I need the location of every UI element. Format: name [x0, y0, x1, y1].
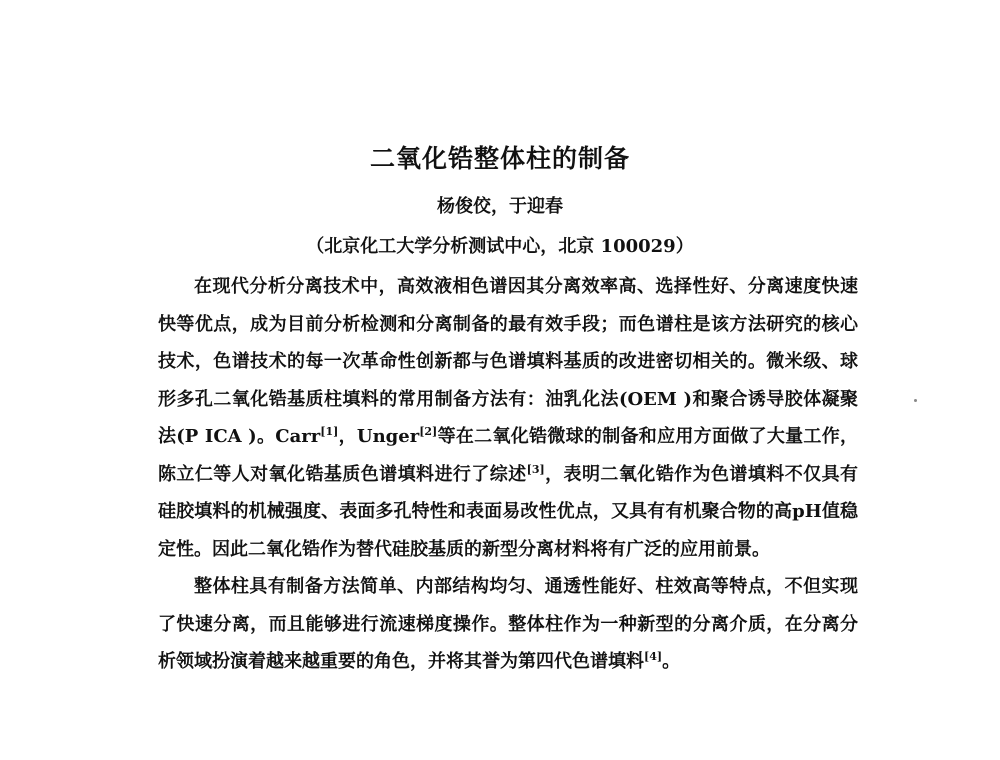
- author-line: 杨俊佼，于迎春: [437, 196, 563, 217]
- paragraph-monolith: [158, 568, 858, 681]
- citation-marker: [4]: [644, 650, 663, 663]
- affiliation-line: （北京化工大学分析测试中心，北京 100029）: [306, 236, 694, 257]
- citation-marker: [3]: [526, 462, 545, 476]
- paragraph-text: 。: [662, 651, 681, 672]
- paragraph-text: 在现代分析分离技术中，高效液相色谱因其分离效率高、选择性好、分离速度快速快等优点，成为目前分析检测和分离制备的最有效手段；而色谱柱是该方法研究的核心技术，色谱技术的每一次革命性创新都与色谱填料基质的改进密切相关的。微米级、球形多孔二氧化锆基质柱填料的常用制备方法有：油乳化法(OEM )和聚合诱导胶体凝聚法(P ICA )。Carr: [158, 276, 858, 447]
- body-text: [158, 268, 858, 681]
- scan-speck-decoration: [914, 399, 917, 402]
- citation-marker: [1]: [320, 425, 339, 438]
- paragraph-text: ，Unger: [338, 426, 420, 447]
- paper-title: 二氧化锆整体柱的制备: [369, 144, 630, 173]
- paragraph-intro: [158, 268, 858, 568]
- paragraph-text: ，表明二氧化锆作为色谱填料不仅具有硅胶填料的机械强度、表面多孔特性和表面易改性优点，又具有有机聚合物的高pH值稳定性。因此二氧化锆作为替代硅胶基质的新型分离材料将有广泛的应用前景。: [158, 463, 859, 560]
- paragraph-text: 等在二氧化锆微球的制备和应用方面做了大量工作，陈立仁等人对氧化锆基质色谱填料进行了综述: [158, 426, 858, 485]
- paragraph-text: 整体柱具有制备方法简单、内部结构均匀、通透性能好、柱效高等特点，不但实现了快速分离，而且能够进行流速梯度操作。整体柱作为一种新型的分离介质，在分离分析领域扮演着越来越重要的角色，并将其誉为第四代色谱填料: [158, 576, 858, 672]
- citation-marker: [2]: [419, 425, 438, 438]
